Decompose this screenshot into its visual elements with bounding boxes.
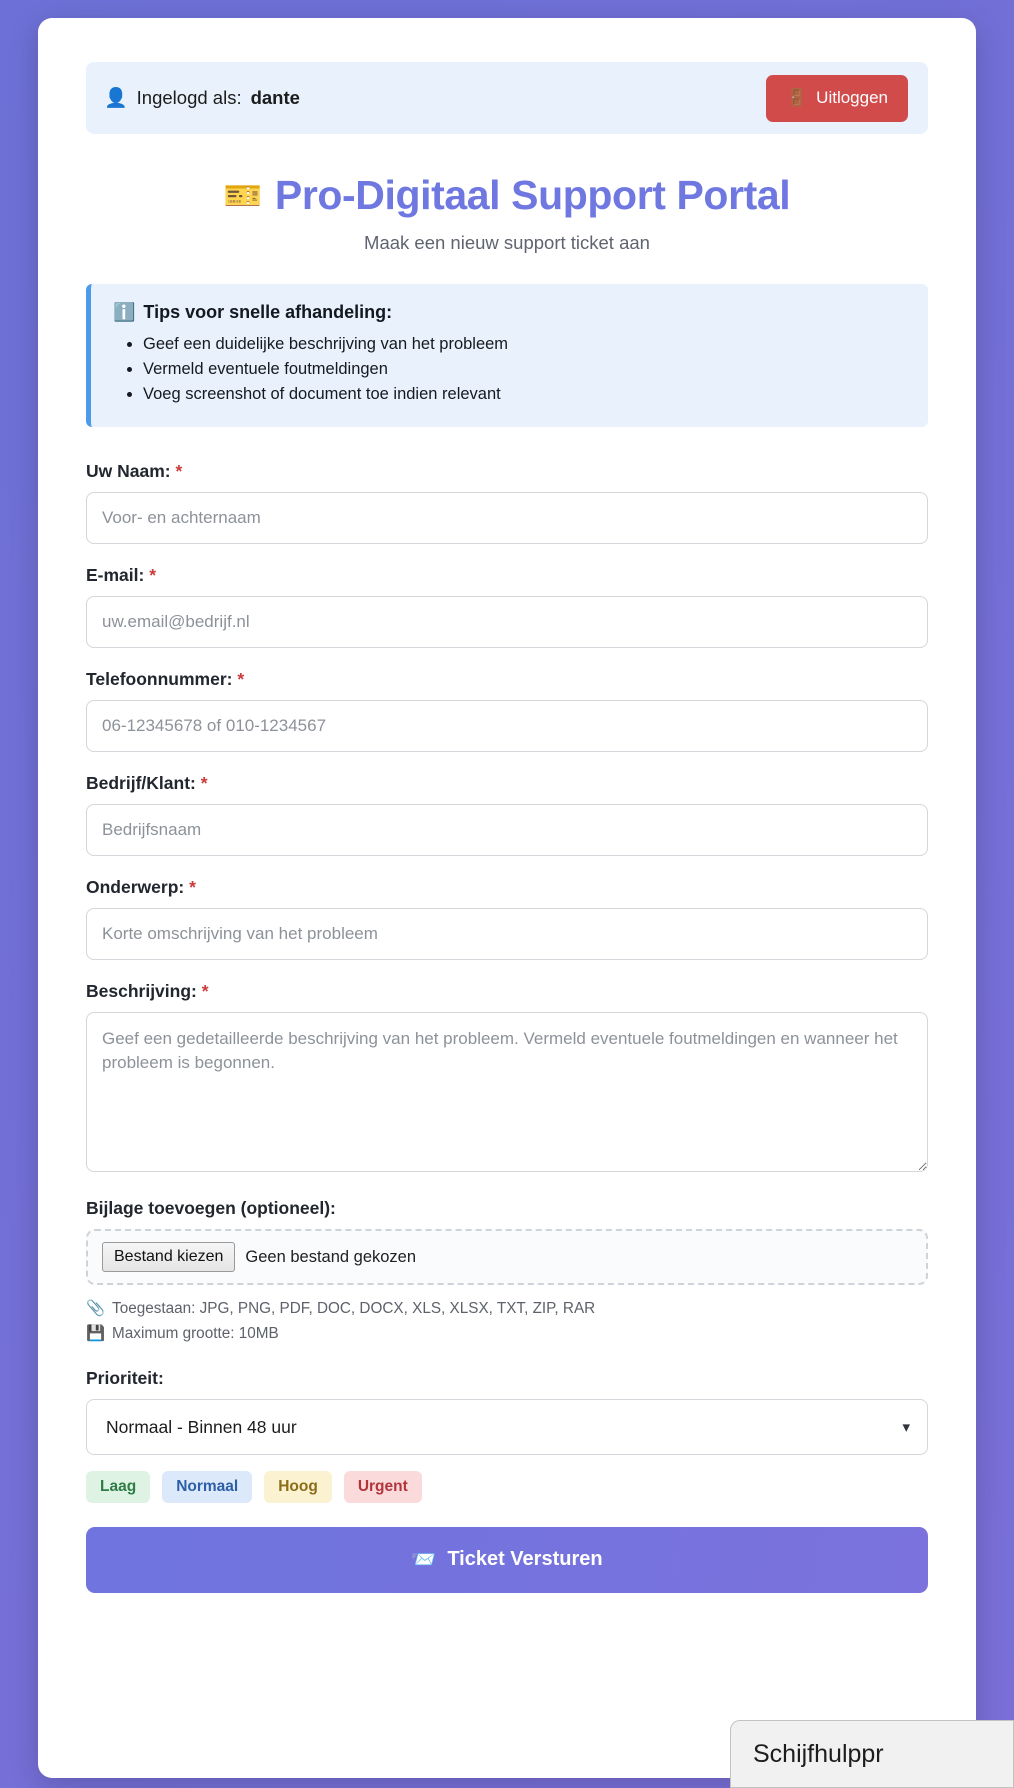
name-label-text: Uw Naam:: [86, 461, 171, 482]
priority-label: Prioriteit:: [86, 1367, 164, 1388]
email-field[interactable]: [86, 596, 928, 648]
status-badge-laag: Laag: [86, 1471, 150, 1503]
description-label: [86, 981, 928, 1002]
logout-button-label: Uitloggen: [816, 88, 888, 107]
attachment-label: Bijlage toevoegen (optioneel):: [86, 1198, 336, 1219]
company-input[interactable]: [86, 804, 928, 856]
description-label-text: Beschrijving:: [86, 981, 197, 1002]
page-title: [86, 172, 928, 219]
field-description: [86, 981, 928, 1177]
priority-select-wrapper: [86, 1399, 928, 1455]
field-subject: [86, 877, 928, 960]
field-name: [86, 461, 928, 544]
status-badge-normaal: Normaal: [162, 1471, 252, 1503]
priority-select[interactable]: [86, 1399, 928, 1455]
subject-input[interactable]: [86, 908, 928, 960]
page-subtitle: Maak een nieuw support ticket aan: [364, 232, 650, 253]
popup-text: Schijfhulppr: [753, 1739, 884, 1768]
tips-title-text: Tips voor snelle afhandeling:: [143, 302, 393, 322]
file-status-text: Geen bestand gekozen: [245, 1247, 417, 1266]
field-phone: [86, 669, 928, 752]
company-label: [86, 773, 928, 794]
floppy-disk-icon: 💾: [86, 1325, 106, 1343]
status-badge-urgent: Urgent: [344, 1471, 422, 1503]
max-size-text: Maximum grootte: 10MB: [112, 1325, 279, 1343]
required-marker: *: [201, 981, 209, 1002]
logged-in-status: [104, 87, 300, 109]
field-email: [86, 565, 928, 648]
chevron-down-icon: ▾: [902, 1418, 910, 1436]
status-badge-hoog: Hoog: [264, 1471, 332, 1503]
subject-label-text: Onderwerp:: [86, 877, 185, 898]
submit-button-label: Ticket Versturen: [447, 1548, 603, 1571]
required-marker: *: [189, 877, 196, 898]
phone-label: [86, 669, 928, 690]
info-icon: ℹ️: [113, 302, 136, 322]
list-item: • Geef een duidelijke beschrijving van het probleem: [143, 332, 906, 357]
allowed-types-text: Toegestaan: JPG, PNG, PDF, DOC, DOCX, XLS, XLSX, TXT, ZIP, RAR: [112, 1300, 596, 1318]
envelope-icon: 📨: [411, 1549, 437, 1572]
disk-helper-popup[interactable]: [730, 1720, 1014, 1788]
ticket-icon: 🎫: [223, 178, 262, 213]
description-textarea[interactable]: [86, 1012, 928, 1172]
name-label: [86, 461, 928, 482]
logged-in-prefix: Ingelogd als:: [136, 87, 242, 108]
list-item: • Voeg screenshot of document toe indien relevant: [143, 382, 906, 407]
field-priority: [86, 1368, 928, 1503]
file-dropzone[interactable]: [86, 1229, 928, 1285]
company-label-text: Bedrijf/Klant:: [86, 773, 196, 794]
subject-label: [86, 877, 928, 898]
required-marker: *: [149, 565, 157, 586]
field-attachment: [86, 1198, 928, 1346]
user-session-bar: [86, 62, 928, 134]
required-marker: *: [175, 461, 183, 482]
list-item: • Vermeld eventuele foutmeldingen: [143, 357, 906, 382]
name-input[interactable]: [86, 492, 928, 544]
tips-list: [113, 332, 906, 407]
field-company: [86, 773, 928, 856]
choose-file-button[interactable]: Bestand kiezen: [102, 1242, 235, 1272]
page-title-text: Pro-Digitaal Support Portal: [274, 172, 791, 218]
submit-ticket-button[interactable]: [86, 1527, 928, 1593]
required-marker: *: [200, 773, 208, 794]
tips-panel: [86, 284, 928, 427]
email-label: [86, 565, 928, 586]
email-label-text: E-mail:: [86, 565, 145, 586]
file-hints: [86, 1296, 928, 1346]
max-size-hint: [86, 1321, 928, 1346]
ticket-form-card: [38, 18, 976, 1778]
phone-input[interactable]: [86, 700, 928, 752]
paperclip-icon: 📎: [86, 1300, 106, 1318]
allowed-types-hint: [86, 1296, 928, 1321]
logout-button[interactable]: [766, 75, 908, 122]
door-icon: 🚪: [786, 88, 808, 107]
phone-label-text: Telefoonnummer:: [86, 669, 233, 690]
required-marker: *: [237, 669, 245, 690]
tips-title: [113, 302, 906, 323]
priority-badges: [86, 1471, 928, 1503]
logged-in-username: dante: [250, 87, 300, 108]
user-icon: 👤: [104, 87, 128, 109]
